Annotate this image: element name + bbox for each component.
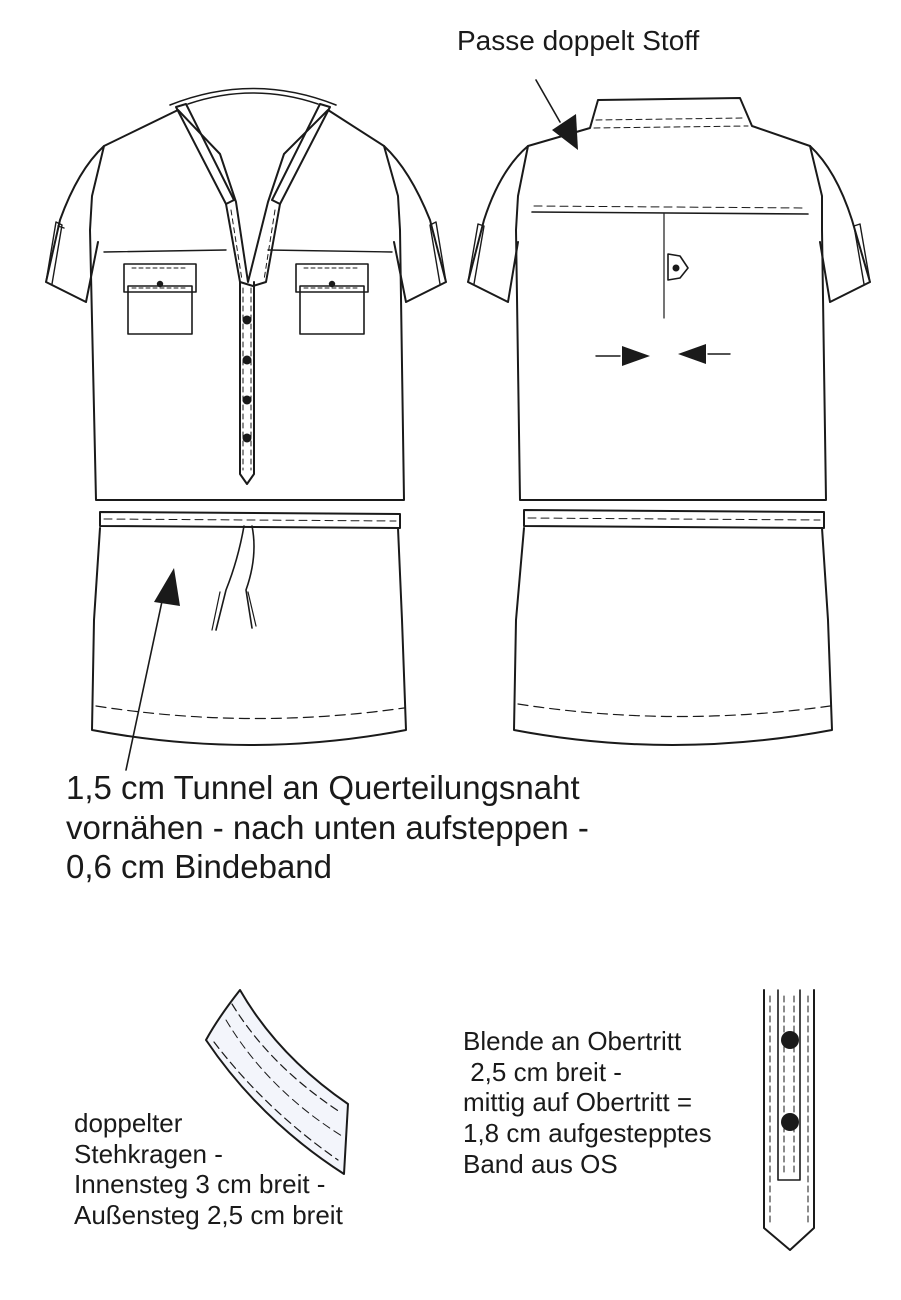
front-tie-string (216, 526, 254, 630)
front-view (46, 89, 446, 746)
front-hem-stitch (96, 706, 404, 719)
front-collar-right (272, 104, 330, 204)
collar-annotation-line: doppelter (74, 1108, 183, 1138)
placket-annotation-line: 1,8 cm aufgestepptes (463, 1118, 712, 1149)
yoke-pointer-head (552, 114, 578, 150)
front-placket (240, 282, 254, 484)
back-yoke-seam (532, 212, 808, 214)
front-waistband-stitch (104, 519, 396, 521)
back-sleeve-right (810, 146, 870, 302)
tunnel-annotation (66, 768, 589, 887)
placket-detail-inner (778, 990, 800, 1180)
placket-detail (764, 990, 814, 1250)
back-skirt (514, 528, 832, 745)
back-bodice (516, 98, 826, 500)
front-sleeve-left-cuff (46, 222, 64, 284)
back-hem-stitch (518, 704, 830, 717)
collar-annotation-line: Außensteg 2,5 cm breit (74, 1200, 343, 1231)
pointer-arrows (126, 80, 578, 770)
yoke-pointer-line (536, 80, 560, 122)
back-yoke-stitch (534, 206, 806, 208)
back-view (468, 98, 870, 745)
placket-annotation-line: 2,5 cm breit - (463, 1056, 622, 1087)
collar-annotation-line: Stehkragen - (74, 1138, 223, 1169)
back-yoke-annotation (457, 24, 699, 57)
placket-detail-stitch (770, 996, 808, 1224)
back-waistband-stitch (528, 518, 820, 520)
tunnel-annotation-line: 1,5 cm Tunnel an Querteilungsnaht (66, 769, 580, 806)
placket-annotation-line: Blende an Obertritt (463, 1026, 682, 1056)
tunnel-pointer-line (126, 592, 164, 770)
back-yoke-annotation-line: Passe doppelt Stoff (457, 25, 700, 56)
placket-annotation-line: Band aus OS (463, 1148, 618, 1179)
collar-annotation (74, 1108, 343, 1231)
placket-annotation (463, 1026, 712, 1179)
front-pocket-right (296, 264, 368, 334)
placket-annotation-line: mittig auf Obertritt = (463, 1087, 693, 1118)
front-v-opening (226, 204, 280, 286)
front-collar-left (176, 104, 234, 204)
front-sleeve-left (46, 146, 104, 302)
back-collar-stitch (594, 118, 748, 128)
front-yoke-seam (104, 250, 392, 252)
collar-annotation-line: Innensteg 3 cm breit - (74, 1169, 326, 1200)
front-neckline (188, 93, 318, 104)
back-sleeve-left (468, 146, 528, 302)
tunnel-pointer-head (154, 568, 180, 606)
front-placket-buttons (243, 316, 252, 443)
tunnel-annotation-line: 0,6 cm Bindeband (66, 848, 333, 886)
back-dart-right-mark (678, 344, 706, 364)
front-pocket-left (124, 264, 196, 334)
back-dart-left-mark (622, 346, 650, 366)
tunnel-annotation-line: vornähen - nach unten aufsteppen - (66, 808, 589, 846)
